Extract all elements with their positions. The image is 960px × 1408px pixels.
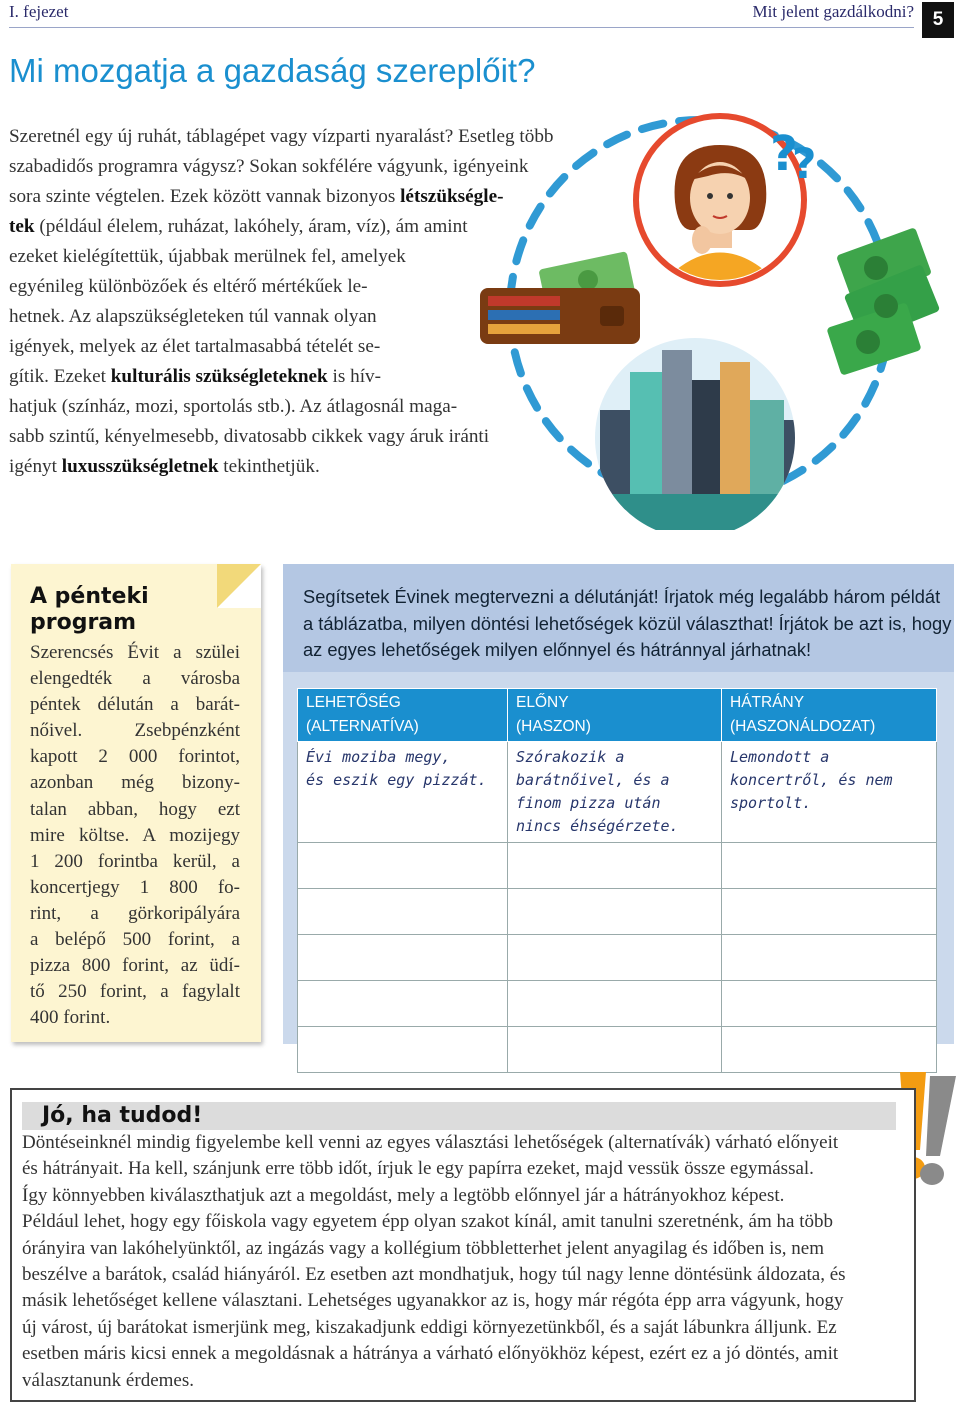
intro-text: egyénileg különbözőek és eltérő mértékűek le-	[9, 276, 368, 297]
blank-cell[interactable]	[508, 981, 722, 1027]
blank-cell[interactable]	[508, 935, 722, 981]
intro-text: hetnek. Az alapszükségleteken túl vannak olyan	[9, 306, 377, 327]
blank-cell[interactable]	[722, 889, 937, 935]
know-it-line: Így könnyebben kiválaszthatjuk azt a megoldást, mely a legtöbb előnnyel jár a hátrányokhoz képest.	[22, 1184, 785, 1206]
blank-cell[interactable]	[508, 1027, 722, 1073]
note-line: a belépő 500 forint, a	[30, 929, 240, 951]
intro-text: szabadidős programra vágysz? Sokan sokfélére vágyunk, igényeink	[9, 156, 529, 177]
know-it-line: Döntéseinknél mindig figyelembe kell venni az egyes választási lehetőségek (alternatívák) várható előnyeit	[22, 1132, 839, 1153]
intro-text: Szeretnél egy új ruhát, táblagépet vagy vízparti nyaralást? Esetleg több	[9, 126, 554, 147]
handwritten-line: Lemondott a	[730, 748, 830, 766]
know-it-line: új várost, új barátokat ismerjünk meg, kiszakadjunk eddigi környezetünkből, és a saját lábunkra álljunk. Ez	[22, 1316, 837, 1338]
note-line: elengedték a városba	[30, 668, 240, 690]
intro-text: igények, melyek az élet tartalmasabbá tételét se-	[9, 336, 381, 357]
handwritten-line: barátnőivel, és a	[516, 771, 670, 789]
table-row-example	[298, 742, 937, 843]
column-header-advantage	[508, 689, 722, 742]
decision-table	[297, 688, 937, 1073]
know-it-line: Például lehet, hogy egy főiskola vagy egyetem épp olyan szakot kínál, amit tanulni szeretnénk, ám ha több	[22, 1211, 833, 1233]
handwritten-line: Évi moziba megy,	[306, 748, 451, 766]
question-marks-icon	[770, 126, 816, 188]
table-row-blank	[298, 889, 937, 935]
task-line: Segítsetek Évinek megtervezni a délutánját! Írjatok még legalább három példát	[303, 586, 941, 607]
note-line: Szerencsés Évit a szülei	[30, 642, 240, 663]
blank-cell[interactable]	[722, 1027, 937, 1073]
intro-text: hatjuk (színház, mozi, sportolás stb.). Az átlagosnál maga-	[9, 396, 458, 417]
column-header-alternative	[298, 689, 508, 742]
blank-cell[interactable]	[298, 1027, 508, 1073]
money-stack-icon	[826, 227, 940, 376]
column-header-text: ELŐNY	[516, 694, 569, 711]
key-term: luxusszükségletnek	[61, 456, 219, 477]
intro-text: ezeket kielégítettük, újabbak merülnek fel, amelyek	[9, 246, 406, 267]
table-row-blank	[298, 1027, 937, 1073]
know-it-body	[22, 1130, 912, 1394]
chapter-label: I. fejezet	[9, 2, 69, 21]
key-term: kulturális szükségleteknek	[110, 366, 328, 387]
blank-cell[interactable]	[722, 843, 937, 889]
know-it-title: Jó, ha tudod!	[42, 1103, 203, 1128]
blank-cell[interactable]	[298, 889, 508, 935]
note-body	[30, 640, 240, 1031]
friday-program-note	[11, 564, 261, 1042]
handwritten-line: és eszik egy pizzát.	[306, 771, 487, 789]
note-line: azonban még bizony-	[30, 772, 240, 794]
intro-text: sabb szintű, kényelmesebb, divatosabb cikkek vagy áruk iránti	[9, 426, 490, 447]
example-alternative-cell	[298, 742, 508, 843]
intro-text: is hív-	[327, 366, 382, 387]
note-line: 1 200 forintba kerül, a	[30, 850, 240, 872]
handwritten-line: sportolt.	[730, 794, 812, 812]
svg-text:?: ?	[770, 126, 798, 182]
column-header-subtext: (HASZONÁLDOZAT)	[730, 718, 876, 735]
key-term: létszükségle-	[400, 186, 504, 207]
column-header-text: HÁTRÁNY	[730, 694, 805, 711]
svg-text:?: ?	[792, 139, 817, 188]
note-title: A pénteki program	[30, 584, 149, 635]
note-line: talan abban, hogy ezt	[30, 798, 240, 820]
column-header-subtext: (HASZON)	[516, 718, 591, 735]
handwritten-line: Szórakozik a	[516, 748, 625, 766]
intro-text: igényt	[9, 456, 62, 477]
table-row-blank	[298, 981, 937, 1027]
blank-cell[interactable]	[722, 935, 937, 981]
know-it-line: másik lehetőséget kellene választani. Lehetséges ugyanakkor az is, hogy már régóta épp arra vágyunk, hogy	[22, 1290, 844, 1312]
header-rule	[9, 27, 914, 28]
wallet-icon	[480, 251, 640, 344]
city-skyline-icon	[590, 338, 810, 530]
blank-cell[interactable]	[298, 981, 508, 1027]
column-header-text: LEHETŐSÉG (ALTERNATÍVA)	[306, 694, 419, 735]
blank-cell[interactable]	[722, 981, 937, 1027]
note-line: koncertjegy 1 800 fo-	[30, 876, 240, 898]
table-row-blank	[298, 843, 937, 889]
key-term: tek	[9, 216, 35, 237]
intro-text: tekinthetjük.	[218, 456, 320, 477]
table-row-blank	[298, 935, 937, 981]
example-disadvantage-cell	[722, 742, 937, 843]
note-line: kapott 2 000 forintot,	[30, 746, 240, 768]
handwritten-line: koncertről, és nem	[730, 771, 893, 789]
section-label: Mit jelent gazdálkodni?	[752, 2, 914, 21]
blank-cell[interactable]	[508, 889, 722, 935]
know-it-line: órányira van lakóhelyünktől, az ingázás vagy a kollégium többletterhet jelent anyagilag és időben is, nem	[22, 1237, 824, 1259]
blank-cell[interactable]	[298, 935, 508, 981]
note-line: 400 forint.	[30, 1007, 111, 1029]
note-line: rint, a görkoripályára	[30, 902, 240, 924]
intro-text: (például élelem, ruházat, lakóhely, áram, víz), ám amint	[34, 216, 468, 237]
task-line: az egyes lehetőségek milyen előnnyel és hátránnyal járhatnak!	[303, 639, 812, 660]
handwritten-line: nincs éhségérzete.	[516, 817, 679, 835]
know-it-line: esetben máris kicsi ennek a megoldásnak a hátránya a várható előnyökhöz képest, ezért ez a jó döntés, amit	[22, 1343, 839, 1365]
task-instructions	[303, 584, 952, 664]
handwritten-line: finom pizza után	[516, 794, 661, 812]
know-it-line: választanunk érdemes.	[22, 1369, 194, 1391]
example-advantage-cell	[508, 742, 722, 843]
intro-text: sora szinte végtelen. Ezek között vannak bizonyos	[9, 186, 401, 207]
page-title: Mi mozgatja a gazdaság szereplőit?	[9, 52, 536, 89]
note-line: nőivel. Zsebpénzként	[30, 720, 240, 742]
column-header-disadvantage	[722, 689, 937, 742]
task-line: a táblázatba, milyen döntési lehetőségek közül választhat! Írjátok be azt is, hogy	[303, 612, 952, 634]
needs-illustration	[470, 110, 950, 530]
know-it-line: és hátrányait. Ha kell, szánjunk erre több időt, írjuk le egy papírra ezeket, majd vessük össze egymással.	[22, 1158, 814, 1180]
note-line: pizza 800 forint, az üdí-	[30, 955, 240, 977]
know-it-box	[10, 1088, 916, 1402]
page-number: 5	[922, 2, 954, 38]
note-line: tő 250 forint, a fagylalt	[30, 981, 240, 1003]
know-it-line: beszélve a barátok, család hiányáról. Ez esetben azt mondhatjuk, hogy túl nagy lenne döntésünk áldozata, és	[22, 1264, 846, 1286]
note-line: péntek délután a barát-	[30, 694, 240, 716]
intro-text: gítik. Ezeket	[9, 366, 111, 387]
know-it-title-bar	[22, 1102, 896, 1130]
note-line: mire költse. A mozijegy	[30, 824, 240, 846]
blank-cell[interactable]	[298, 843, 508, 889]
task-panel	[283, 564, 954, 1044]
blank-cell[interactable]	[508, 843, 722, 889]
table-header-row	[298, 689, 937, 742]
